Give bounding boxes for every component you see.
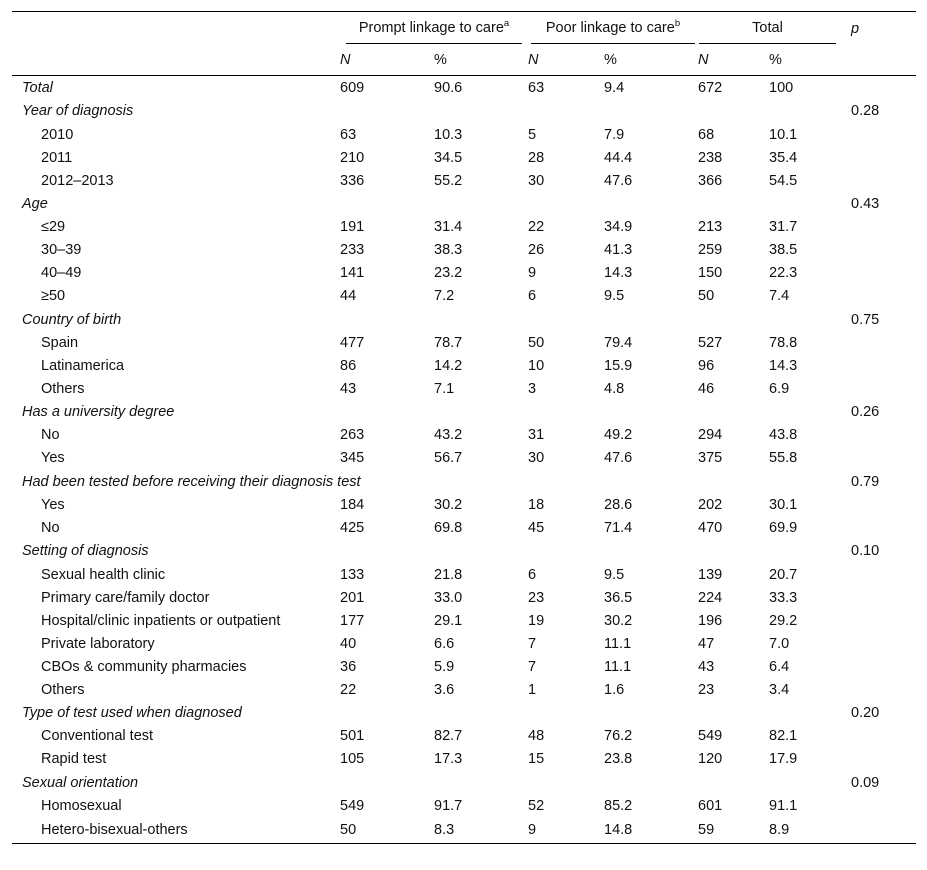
cell-pct-total: 43.8 [769,427,798,444]
cell-p-value: 0.43 [851,195,880,212]
table-row [12,517,916,540]
cell-pct-poor: 85.2 [604,797,633,814]
cell-pct-prompt: 3.6 [434,681,455,698]
cell-pct-poor: 11.1 [604,658,632,675]
table-row [12,494,916,517]
table-row [12,678,916,701]
header-blank [12,12,340,46]
cell-pct-total: 30.1 [769,497,798,514]
cell-n-prompt: 86 [340,357,357,374]
row-label: Hospital/clinic inpatients or outpatient [41,612,281,629]
cell-pct-poor: 14.3 [604,265,633,282]
cell-n-total: 23 [698,681,715,698]
cell-n-poor: 5 [528,126,537,143]
cell-n-poor: 15 [528,751,545,768]
cell-n-total: 470 [698,520,723,537]
header-prompt-sup: a [503,18,510,30]
cell-pct-prompt: 78.7 [434,334,463,351]
cell-p-value: 0.26 [851,404,880,421]
cell-n-poor: 30 [528,172,545,189]
cell-n-prompt: 345 [340,450,365,467]
cell-pct-total: 55.8 [769,450,798,467]
row-label: 2010 [41,126,74,143]
section-label: Year of diagnosis [22,103,134,120]
cell-n-total: 202 [698,497,723,514]
table-row [12,609,916,632]
cell-pct-poor: 36.5 [604,589,633,606]
cell-pct-poor: 15.9 [604,357,633,374]
cell-n-poor: 19 [528,612,545,629]
cell-p-value: 0.28 [851,103,880,120]
row-label: CBOs & community pharmacies [41,658,247,675]
cell-pct-total: 91.1 [769,797,798,814]
header-total-label: Total [699,20,836,44]
table-row [12,725,916,748]
row-label: 30–39 [41,242,82,259]
cell-n-total: 46 [698,380,715,397]
row-label: ≥50 [41,288,66,305]
cell-pct-prompt: 33.0 [434,589,463,606]
section-row [12,771,916,795]
cell-pct-poor: 9.4 [604,79,625,96]
cell-n-poor: 6 [528,288,537,305]
section-label: Has a university degree [22,404,175,421]
cell-pct-total: 78.8 [769,334,798,351]
cell-pct-prompt: 31.4 [434,219,463,236]
cell-pct-poor: 7.9 [604,126,625,143]
cell-pct-prompt: 56.7 [434,450,463,467]
row-label: Yes [41,497,65,514]
linkage-to-care-table [12,11,916,844]
table-row [12,285,916,308]
cell-pct-prompt: 30.2 [434,497,463,514]
header-n-poor: N [528,52,539,68]
cell-n-total: 139 [698,566,723,583]
header-pct-poor: % [604,52,617,68]
cell-pct-prompt: 34.5 [434,149,463,166]
cell-pct-total: 3.4 [769,681,790,698]
cell-pct-total: 20.7 [769,566,798,583]
row-label: Private laboratory [41,635,155,652]
row-label: Primary care/family doctor [41,589,210,606]
cell-p-value: 0.20 [851,704,880,721]
row-label: Spain [41,334,79,351]
cell-n-poor: 6 [528,566,537,583]
header-poor-linkage [528,12,698,46]
cell-p-value: 0.09 [851,774,880,791]
cell-pct-total: 7.0 [769,635,790,652]
header-row-subcolumns [12,45,916,76]
cell-n-poor: 48 [528,728,545,745]
cell-pct-poor: 11.1 [604,635,632,652]
cell-pct-prompt: 23.2 [434,265,463,282]
cell-n-poor: 18 [528,497,545,514]
row-label: Latinamerica [41,357,125,374]
cell-n-prompt: 36 [340,658,357,675]
cell-pct-total: 8.9 [769,822,790,839]
row-label: No [41,427,60,444]
cell-pct-prompt: 17.3 [434,751,463,768]
section-label: Country of birth [22,311,122,328]
cell-n-poor: 3 [528,380,537,397]
cell-pct-total: 100 [769,79,794,96]
cell-n-total: 294 [698,427,723,444]
row-label: 40–49 [41,265,82,282]
cell-n-poor: 63 [528,79,545,96]
section-row [12,400,916,424]
table-row [12,169,916,192]
header-poor-sup: b [674,18,681,30]
cell-n-total: 238 [698,149,723,166]
cell-n-total: 213 [698,219,723,236]
cell-pct-total: 17.9 [769,751,798,768]
cell-pct-total: 38.5 [769,242,798,259]
cell-n-poor: 45 [528,520,545,537]
table-row [12,563,916,586]
table-row [12,216,916,239]
table-row [12,794,916,817]
cell-pct-total: 82.1 [769,728,798,745]
header-prompt-linkage [340,12,528,46]
cell-n-poor: 22 [528,219,545,236]
cell-n-prompt: 425 [340,520,365,537]
cell-n-total: 375 [698,450,723,467]
cell-n-total: 527 [698,334,723,351]
cell-pct-prompt: 5.9 [434,658,455,675]
cell-pct-prompt: 55.2 [434,172,463,189]
row-label: Homosexual [41,797,122,814]
cell-pct-poor: 47.6 [604,172,633,189]
cell-n-prompt: 210 [340,149,365,166]
row-label: Yes [41,450,65,467]
cell-pct-poor: 41.3 [604,242,633,259]
cell-pct-prompt: 29.1 [434,612,463,629]
cell-n-prompt: 50 [340,822,357,839]
row-label: No [41,520,60,537]
cell-n-prompt: 43 [340,380,357,397]
header-blank [12,45,340,76]
cell-pct-total: 6.9 [769,380,790,397]
header-poor-label: Poor linkage to care [545,20,675,36]
cell-pct-poor: 1.6 [604,681,625,698]
cell-pct-prompt: 91.7 [434,797,463,814]
cell-n-total: 50 [698,288,715,305]
cell-n-total: 150 [698,265,723,282]
cell-n-poor: 31 [528,427,545,444]
row-label: Total [22,79,53,96]
header-n-prompt: N [340,52,351,68]
row-label: Rapid test [41,751,107,768]
cell-n-poor: 28 [528,149,545,166]
cell-n-total: 224 [698,589,723,606]
cell-pct-prompt: 14.2 [434,357,463,374]
cell-pct-prompt: 10.3 [434,126,463,143]
cell-pct-poor: 9.5 [604,288,625,305]
row-label: Others [41,681,85,698]
cell-pct-total: 7.4 [769,288,790,305]
cell-n-poor: 1 [528,681,537,698]
cell-pct-poor: 28.6 [604,497,633,514]
cell-n-poor: 7 [528,658,537,675]
cell-pct-total: 14.3 [769,357,798,374]
cell-n-total: 259 [698,242,723,259]
cell-pct-total: 22.3 [769,265,798,282]
cell-p-value [837,76,916,100]
cell-n-prompt: 501 [340,728,365,745]
cell-pct-prompt: 43.2 [434,427,463,444]
cell-pct-prompt: 21.8 [434,566,463,583]
section-row [12,701,916,725]
cell-n-total: 59 [698,822,715,839]
header-row-groups [12,12,916,46]
cell-p-value: 0.10 [851,543,880,560]
row-label: 2011 [41,149,73,166]
cell-n-prompt: 477 [340,334,365,351]
cell-n-total: 549 [698,728,723,745]
cell-pct-prompt: 38.3 [434,242,463,259]
cell-n-prompt: 263 [340,427,365,444]
cell-n-prompt: 609 [340,79,365,96]
cell-n-total: 196 [698,612,723,629]
cell-n-poor: 9 [528,265,537,282]
cell-n-poor: 7 [528,635,537,652]
cell-n-total: 68 [698,126,715,143]
cell-pct-total: 54.5 [769,172,798,189]
section-row [12,308,916,332]
cell-pct-poor: 30.2 [604,612,633,629]
cell-p-value: 0.79 [851,473,880,490]
cell-n-prompt: 40 [340,635,357,652]
cell-pct-prompt: 7.2 [434,288,455,305]
cell-n-prompt: 233 [340,242,365,259]
row-label: Sexual health clinic [41,566,166,583]
cell-n-total: 43 [698,658,715,675]
section-row [12,540,916,564]
cell-pct-prompt: 82.7 [434,728,463,745]
cell-n-prompt: 63 [340,126,357,143]
cell-pct-poor: 47.6 [604,450,633,467]
row-label: 2012–2013 [41,172,114,189]
cell-pct-total: 10.1 [769,126,798,143]
cell-n-prompt: 141 [340,265,365,282]
cell-n-total: 672 [698,79,723,96]
table-row [12,377,916,400]
header-p-value: p [851,20,860,37]
cell-n-poor: 30 [528,450,545,467]
table-row [12,655,916,678]
cell-n-prompt: 191 [340,219,365,236]
section-row [12,100,916,124]
cell-n-poor: 52 [528,797,545,814]
section-row [12,470,916,494]
cell-n-total: 601 [698,797,723,814]
cell-n-total: 120 [698,751,723,768]
cell-pct-poor: 23.8 [604,751,633,768]
cell-n-poor: 23 [528,589,545,606]
cell-n-poor: 50 [528,334,545,351]
cell-n-prompt: 44 [340,288,357,305]
cell-n-prompt: 184 [340,497,365,514]
cell-pct-poor: 9.5 [604,566,625,583]
table-row [12,146,916,169]
table-row [12,632,916,655]
cell-n-poor: 26 [528,242,545,259]
cell-n-poor: 9 [528,822,537,839]
table-row [12,424,916,447]
table-row [12,586,916,609]
table-row [12,239,916,262]
cell-n-total: 96 [698,357,715,374]
cell-pct-poor: 79.4 [604,334,633,351]
cell-pct-prompt: 90.6 [434,79,463,96]
section-label: Sexual orientation [22,774,139,791]
table-row [12,817,916,844]
cell-pct-poor: 4.8 [604,380,625,397]
cell-pct-poor: 49.2 [604,427,633,444]
section-label: Type of test used when diagnosed [22,704,242,721]
cell-n-total: 47 [698,635,715,652]
cell-pct-total: 69.9 [769,520,798,537]
table-row [12,447,916,470]
cell-n-prompt: 177 [340,612,365,629]
row-label: Conventional test [41,728,154,745]
cell-pct-total: 29.2 [769,612,798,629]
table-row [12,748,916,771]
cell-n-prompt: 22 [340,681,357,698]
cell-pct-total: 31.7 [769,219,798,236]
cell-pct-prompt: 7.1 [434,380,455,397]
cell-n-total: 366 [698,172,723,189]
cell-pct-total: 35.4 [769,149,798,166]
cell-pct-poor: 76.2 [604,728,633,745]
header-prompt-label: Prompt linkage to care [358,20,504,36]
cell-pct-poor: 34.9 [604,219,633,236]
row-label: Hetero-bisexual-others [41,822,188,839]
cell-pct-prompt: 8.3 [434,822,455,839]
cell-pct-prompt: 69.8 [434,520,463,537]
header-total [698,12,837,46]
cell-n-poor: 10 [528,357,545,374]
cell-pct-poor: 14.8 [604,822,633,839]
cell-pct-poor: 71.4 [604,520,633,537]
cell-pct-total: 6.4 [769,658,790,675]
row-label: ≤29 [41,219,66,236]
cell-n-prompt: 201 [340,589,365,606]
cell-p-value: 0.75 [851,311,880,328]
header-pct-prompt: % [434,52,447,68]
table-row-total [12,76,916,100]
table-row [12,262,916,285]
cell-n-prompt: 105 [340,751,365,768]
cell-pct-prompt: 6.6 [434,635,455,652]
table-row [12,354,916,377]
cell-n-prompt: 336 [340,172,365,189]
header-blank [837,45,916,76]
cell-n-prompt: 549 [340,797,365,814]
row-label: Others [41,380,85,397]
section-row [12,192,916,216]
table-row [12,331,916,354]
section-label: Had been tested before receiving their diagnosis test [22,473,361,490]
section-label: Setting of diagnosis [22,543,149,560]
cell-pct-total: 33.3 [769,589,798,606]
header-n-total: N [698,52,709,68]
section-label: Age [22,195,48,212]
table-row [12,123,916,146]
header-pct-total: % [769,52,782,68]
cell-n-prompt: 133 [340,566,365,583]
cell-pct-poor: 44.4 [604,149,633,166]
